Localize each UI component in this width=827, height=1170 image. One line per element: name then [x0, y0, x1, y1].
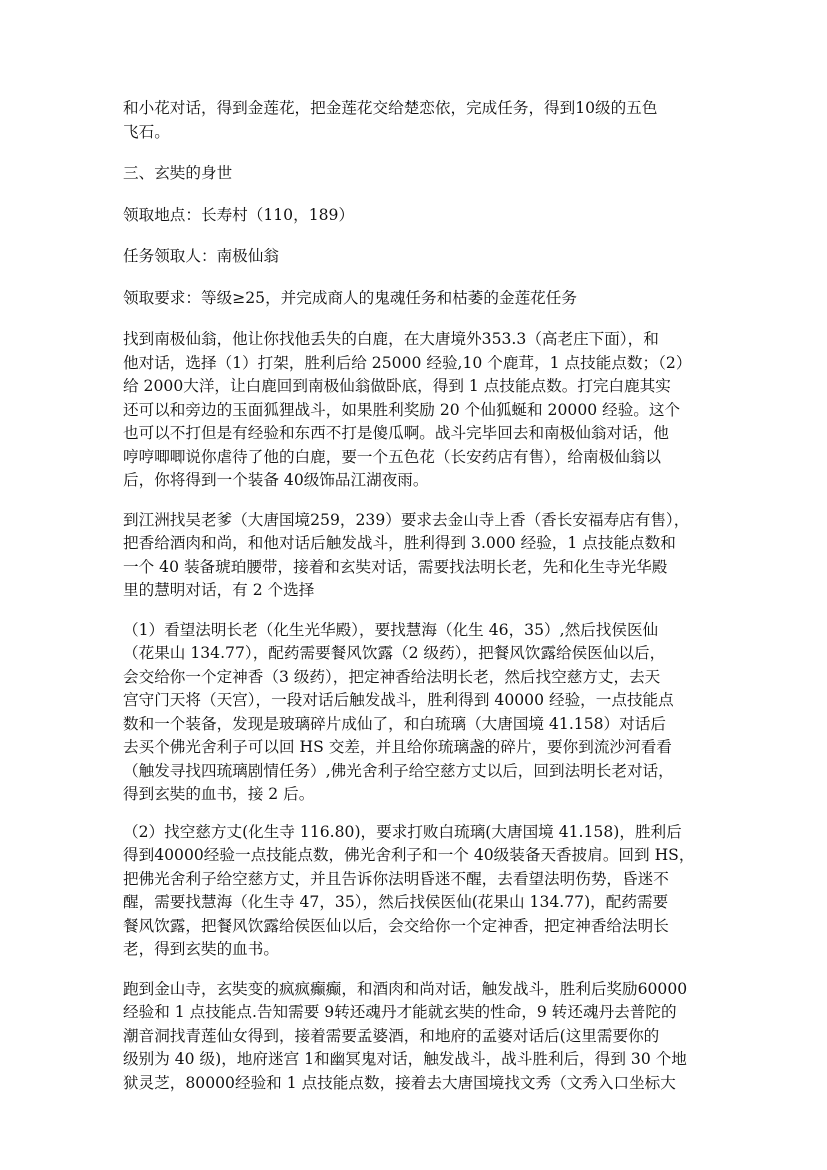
text-line: 老，得到玄奘的血书。: [123, 940, 279, 958]
text-line: 也可以不打但是有经验和东西不打是傻瓜啊。战斗完毕回去和南极仙翁对话，他: [123, 424, 669, 442]
text-line: 得到40000经验一点技能点数，佛光舍利子和一个 40级装备天香披肩。回到 HS，: [123, 846, 695, 864]
text-line: 哼哼唧唧说你虐待了他的白鹿，要一个五色花（长安药店有售），给南极仙翁以: [123, 447, 661, 466]
text-line: 找到南极仙翁，他让你找他丢失的白鹿，在大唐境外353.3（高老庄下面），和: [123, 330, 659, 348]
section-heading: 三、玄奘的身世: [123, 164, 233, 182]
text-line: 宫守门天将（天宫），一段对话后触发战斗，胜利得到 40000 经验，一点技能点: [123, 691, 674, 709]
paragraph-option-1: [123, 619, 705, 807]
quest-requirement: 领取要求：等级≥25，并完成商人的鬼魂任务和枯萎的金莲花任务: [123, 288, 577, 307]
text-line: 去买个佛光舍利子可以回 HS 交差，并且给你琉璃盏的碎片，要你到流沙河看看: [123, 738, 672, 756]
text-line: 得到玄奘的血书，接 2 后。: [123, 785, 315, 803]
text-line: 把香给酒肉和尚，和他对话后触发战斗，胜利得到 3.000 经验，1 点技能点数和: [123, 534, 676, 552]
text-line: （1）看望法明长老（化生光华殿），要找慧海（化生 46，35）,然后找侯医仙: [123, 620, 659, 639]
document-body: [123, 97, 705, 1095]
text-line: 和小花对话，得到金莲花，把金莲花交给楚恋依，完成任务，得到10级的五色: [123, 99, 658, 117]
text-line: （2）找空慈方丈(化生寺 116.80)，要求打败白琉璃(大唐国境 41.158)，胜利后: [123, 822, 682, 841]
quest-giver: 任务领取人：南极仙翁: [123, 247, 279, 265]
text-line: 他对话，选择（1）打架，胜利后给 25000 经验,10 个鹿茸，1 点技能点数；（2）: [123, 353, 692, 372]
paragraph-jiangzhou: [123, 509, 705, 603]
text-line: 会交给你一个定神香（3 级药），把定神香给法明长老，然后找空慈方丈，去天: [123, 667, 661, 686]
text-line: 还可以和旁边的玉面狐狸战斗，如果胜利奖励 20 个仙狐蜒和 20000 经验。这个: [123, 400, 681, 419]
text-line: （花果山 134.77），配药需要餐风饮露（2 级药），把餐风饮露给侯医仙以后，: [123, 644, 666, 662]
text-line: 潮音洞找青莲仙女得到，接着需要孟婆酒，和地府的孟婆对话后(这里需要你的: [123, 1026, 660, 1045]
text-line: 级别为 40 级)，地府迷宫 1和幽冥鬼对话，触发战斗，战斗胜利后，得到 30 个地: [123, 1050, 687, 1068]
paragraph-white-deer: [123, 328, 705, 493]
paragraph-jinshan-temple: [123, 978, 705, 1096]
text-line: 把佛光舍利子给空慈方丈，并且告诉你法明昏迷不醒，去看望法明伤势，昏迷不: [123, 869, 669, 888]
pickup-location: 领取地点：长寿村（110，189）: [123, 205, 355, 224]
text-line: 醒，需要找慧海（化生寺 47，35），然后找侯医仙(花果山 134.77)，配药需要: [123, 893, 669, 911]
text-line: 经验和 1 点技能点.告知需要 9转还魂丹才能就玄奘的性命，9 转还魂丹去普陀的: [123, 1003, 677, 1021]
text-line: 狱灵芝，80000经验和 1 点技能点数，接着去大唐国境找文秀（文秀入口坐标大: [123, 1073, 676, 1092]
text-line: 飞石。: [123, 122, 170, 141]
text-line: 到江洲找吴老爹（大唐国境259，239）要求去金山寺上香（香长安福寿店有售），: [123, 510, 690, 529]
text-line: 跑到金山寺，玄奘变的疯疯癫癫，和酒肉和尚对话，触发战斗，胜利后奖励60000: [123, 979, 688, 998]
text-line: 后，你将得到一个装备 40级饰品江湖夜雨。: [123, 471, 429, 489]
text-line: （触发寻找四琉璃剧情任务）,佛光舍利子给空慈方丈以后，回到法明长老对话，: [123, 761, 674, 780]
text-line: 餐风饮露，把餐风饮露给侯医仙以后，会交给你一个定神香，把定神香给法明长: [123, 916, 669, 935]
paragraph-continuation: [123, 97, 705, 144]
text-line: 给 2000大洋，让白鹿回到南极仙翁做卧底，得到 1 点技能点数。打完白鹿其实: [123, 377, 671, 395]
text-line: 里的慧明对话，有 2 个选择: [123, 581, 315, 599]
text-line: 一个 40 装备琥珀腰带，接着和玄奘对话，需要找法明长老，先和化生寺光华殿: [123, 557, 668, 576]
paragraph-option-2: [123, 821, 705, 962]
text-line: 数和一个装备，发现是玻璃碎片成仙了，和白琉璃（大唐国境 41.158）对话后: [123, 714, 666, 733]
